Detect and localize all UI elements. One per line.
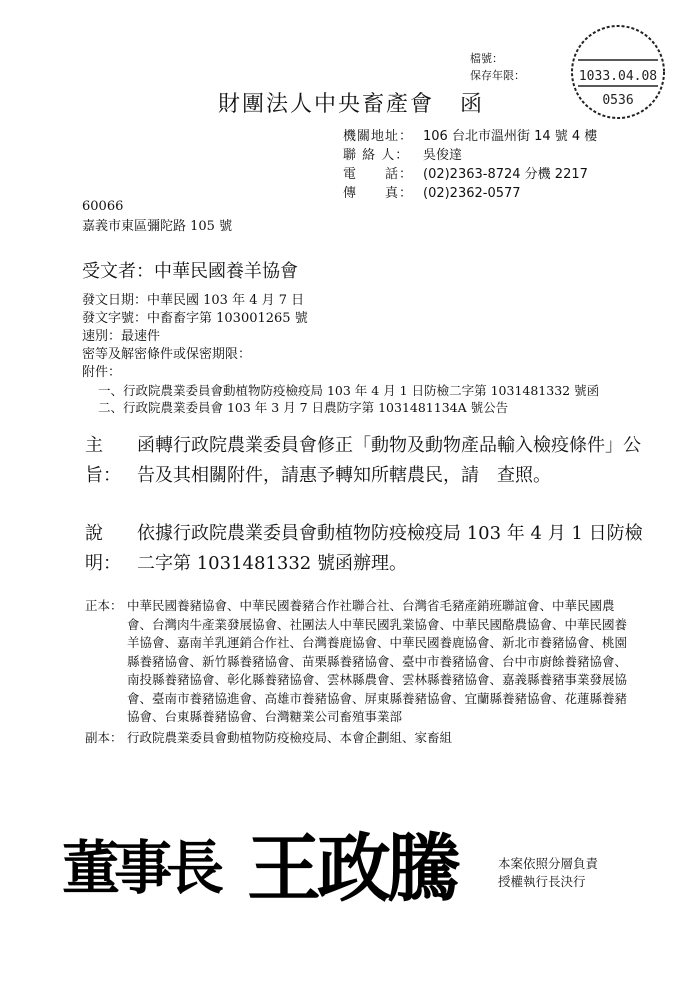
main-recipients-label: 正本： xyxy=(85,598,123,613)
doc-type: 函 xyxy=(460,92,485,117)
attachment-item: 二、行政院農業委員會 103 年 3 月 7 日農防字第 1031481134A 號公告 xyxy=(98,400,509,415)
attachments-label: 附件： xyxy=(82,365,122,380)
secrecy-level: 密等及解密條件或保密期限： xyxy=(82,347,252,362)
contact-row: 聯 絡 人： 吳俊達 xyxy=(343,148,463,163)
main-recipients-text: 中華民國養豬協會、中華民國養豬合作社聯合社、台灣省毛豬產銷班聯誼會、中華民國農會、台灣肉牛產業發展協會、社團法人中華民國乳業協會、中華民國酪農協會、中華民國養羊協會、嘉南羊乳運銷合作社、台灣養鹿協會、中華民國養鹿協會、新北市養豬協會、桃園縣養豬協會、新竹縣養豬協會、苗栗縣養豬協會、臺中市養豬協會、台中市廚餘養豬協會、南投縣養豬協會、彰化縣養豬協會、雲林縣農會、雲林縣養豬協會、嘉義縣養豬事業發展協會、臺南市養豬協進會、高雄市養豬協會、屏東縣養豬協會、宜蘭縣養豬協會、花蓮縣養豬協會、台東縣養豬協會、台灣糖業公司畜殖事業部 xyxy=(127,598,628,724)
svg-text:1033.04.08: 1033.04.08 xyxy=(578,69,658,84)
copy-recipients-text: 行政院農業委員會動植物防疫檢疫局、本會企劃組、家畜組 xyxy=(127,729,453,745)
contact-row: 機關地址： 106 台北市溫州街 14 號 4 樓 xyxy=(343,129,598,144)
retention-label: 保存年限： xyxy=(470,69,525,82)
document-title xyxy=(218,87,484,118)
recipient: 受文者：中華民國養羊協會 xyxy=(82,261,298,282)
delegation-note xyxy=(498,855,598,891)
file-info-box xyxy=(470,50,525,84)
svg-text:王政騰: 王政騰 xyxy=(247,826,457,908)
document-meta xyxy=(82,292,308,382)
subject-label: 主旨： xyxy=(85,435,121,486)
copy-recipients-label: 副本： xyxy=(85,729,123,745)
contact-row: 電 話： (02)2363-8724 分機 2217 xyxy=(343,167,588,182)
org-name: 財團法人中央畜產會 xyxy=(218,92,435,117)
issue-number: 發文字號：中畜畜字第 103001265 號 xyxy=(82,311,308,326)
attachments-list xyxy=(98,382,599,416)
distribution-section xyxy=(85,597,645,747)
svg-text:0536: 0536 xyxy=(602,93,634,108)
attachment-item: 一、行政院農業委員會動植物防疫檢疫局 103 年 4 月 1 日防檢二字第 1031481332 號函 xyxy=(98,383,600,398)
mailing-address xyxy=(82,197,232,237)
explanation-label: 說明： xyxy=(85,523,121,574)
subject-text: 函轉行政院農業委員會修正「動物及動物產品輸入檢疫條件」公告及其相關附件，請惠予轉知所轄農民，請 查照。 xyxy=(137,435,641,486)
delegation-line: 本案依照分層負責 xyxy=(498,856,599,871)
street-address: 嘉義市東區彌陀路 105 號 xyxy=(82,219,233,234)
contact-row: 傳 真： (02)2362-0577 xyxy=(343,186,521,201)
archive-number-label: 檔號： xyxy=(470,52,503,65)
speed-class: 速別：最速件 xyxy=(82,329,161,344)
chairman-signature xyxy=(62,818,472,908)
issue-date: 發文日期：中華民國 103 年 4 月 7 日 xyxy=(82,293,305,308)
svg-text:董事長: 董事長 xyxy=(62,834,219,902)
explanation-text: 依據行政院農業委員會動植物防疫檢疫局 103 年 4 月 1 日防檢二字第 1031481332 號函辦理。 xyxy=(137,523,643,574)
explanation-section xyxy=(85,519,675,579)
subject-section xyxy=(85,431,675,491)
contact-info xyxy=(343,127,597,203)
main-recipients xyxy=(85,597,645,727)
zip-code: 60066 xyxy=(82,199,124,214)
receipt-stamp xyxy=(568,22,668,122)
delegation-line: 授權執行長決行 xyxy=(498,874,586,889)
copy-recipients xyxy=(85,729,645,748)
